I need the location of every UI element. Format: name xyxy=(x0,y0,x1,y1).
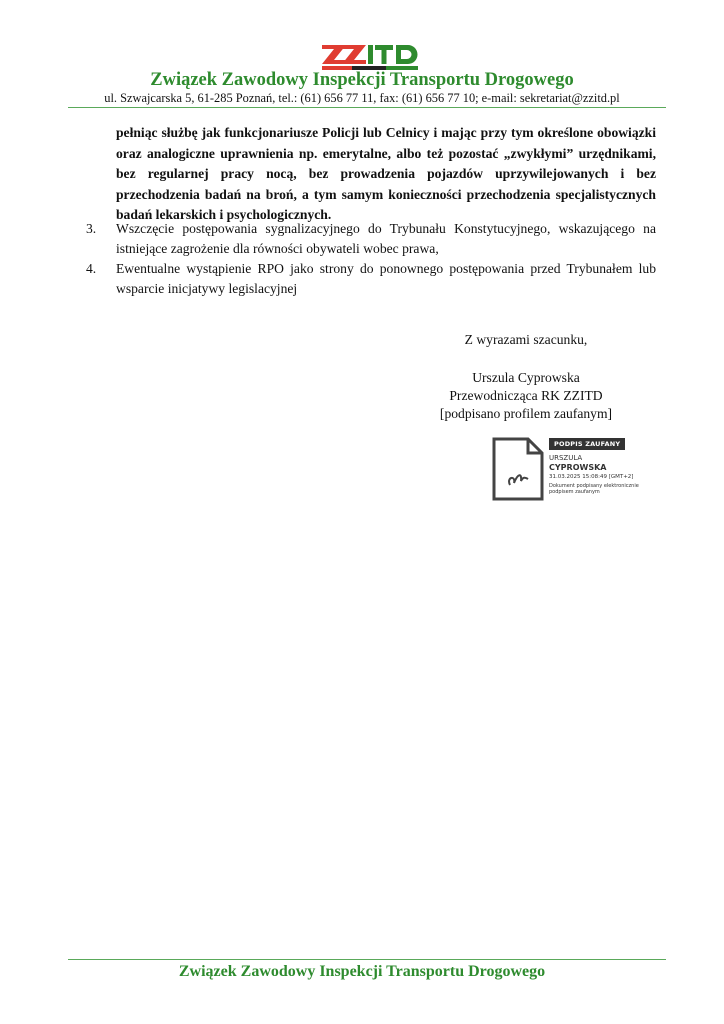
list-item-number: 4. xyxy=(86,261,97,276)
closing-phrase: Z wyrazami szacunku, xyxy=(464,332,588,347)
footer-divider xyxy=(68,959,666,960)
trusted-signature-badge xyxy=(492,437,642,503)
badge-datetime: 31.03.2025 15:08:49 [GMT+2] xyxy=(549,474,634,480)
badge-last-name: CYPROWSKA xyxy=(549,463,607,472)
badge-description: Dokument podpisany elektronicznie podpisem zaufanym xyxy=(549,483,639,495)
list-item xyxy=(86,259,656,298)
signed-document-icon xyxy=(492,437,544,501)
list-item-text: Wszczęcie postępowania sygnalizacyjnego do Trybunału Konstytucyjnego, wskazującego na istniejące zagrożenie dla równości obywateli wobec prawa, xyxy=(116,221,656,256)
continuation-paragraph: pełniąc służbę jak funkcjonariusze Policji lub Celnicy i mając przy tym określone obowiązki oraz analogiczne uprawnienia np. emerytalne, albo też pozostać „zwykłymi” urzędnikami, bez regularnej pracy nocą, bez prowadzenia pojazdów uprzywilejowanych i bez przechodzenia badań na broń, a tym samym konieczności przechodzenia specjalistycznych badań lekarskich i psychologicznych. xyxy=(116,125,656,223)
organization-title: Związek Zawodowy Inspekcji Transportu Drogowego xyxy=(150,70,574,90)
zzitd-logo-icon xyxy=(320,43,424,73)
list-item-number: 3. xyxy=(86,221,97,236)
footer-organization-title: Związek Zawodowy Inspekcji Transportu Drogowego xyxy=(178,963,546,980)
signer-name: Urszula Cyprowska xyxy=(472,370,580,385)
list-item xyxy=(86,219,656,258)
signer-block xyxy=(420,369,632,423)
organization-address: ul. Szwajcarska 5, 61-285 Poznań, tel.: (61) 656 77 11, fax: (61) 656 77 10; e-mail: sekretariat@zzitd.pl xyxy=(104,91,620,105)
header-divider xyxy=(68,107,666,108)
numbered-list xyxy=(86,219,656,299)
badge-tag: PODPIS ZAUFANY xyxy=(549,438,625,450)
badge-first-name: URSZULA xyxy=(549,454,583,462)
signature-note: [podpisano profilem zaufanym] xyxy=(439,406,613,421)
list-item-text: Ewentualne wystąpienie RPO jako strony do ponownego postępowania przed Trybunałem lub wsparcie inicjatywy legislacyjnej xyxy=(116,261,656,296)
signer-role: Przewodnicząca RK ZZITD xyxy=(449,388,603,403)
